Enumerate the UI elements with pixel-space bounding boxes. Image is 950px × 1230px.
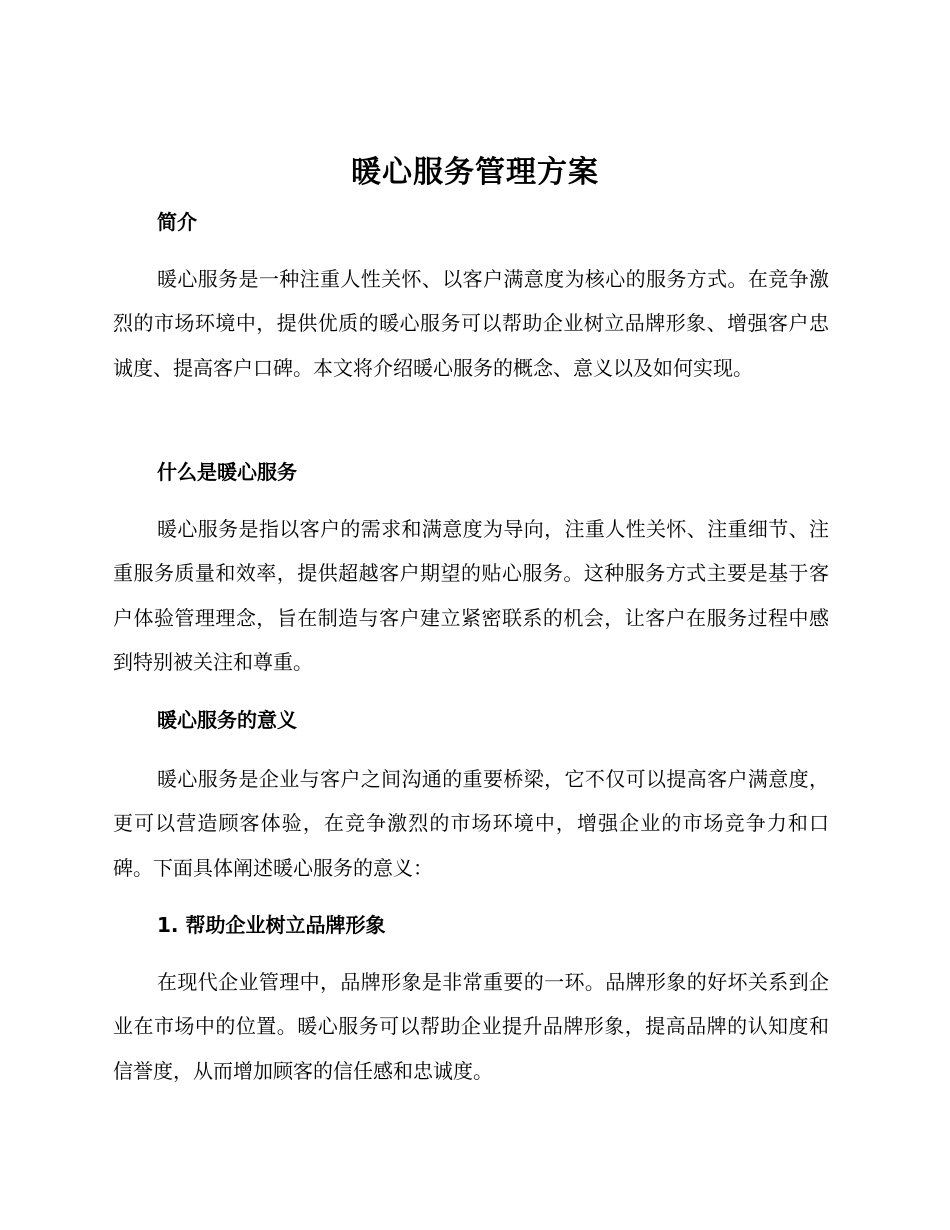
document-title: 暖心服务管理方案 xyxy=(351,155,599,190)
section-paragraph-intro: 暖心服务是一种注重人性关怀、以客户满意度为核心的服务方式。在竞争激烈的市场环境中，提供优质的暖心服务可以帮助企业树立品牌形象、增强客户忠诚度、提高客户口碑。本文将介绍暖心服务的概念、意义以及如何实现。 xyxy=(113,267,829,380)
section-heading-significance: 暖心服务的意义 xyxy=(157,708,297,732)
section-paragraph-brand-image: 在现代企业管理中，品牌形象是非常重要的一环。品牌形象的好坏关系到企业在市场中的位置。暖心服务可以帮助企业提升品牌形象，提高品牌的认知度和信誉度，从而增加顾客的信任感和忠诚度。 xyxy=(113,970,829,1083)
section-heading-what-is: 什么是暖心服务 xyxy=(157,460,297,484)
section-heading-intro: 简介 xyxy=(157,210,197,234)
section-paragraph-what-is: 暖心服务是指以客户的需求和满意度为导向，注重人性关怀、注重细节、注重服务质量和效率，提供超越客户期望的贴心服务。这种服务方式主要是基于客户体验管理理念，旨在制造与客户建立紧密联系的机会，让客户在服务过程中感到特别被关注和尊重。 xyxy=(113,517,829,674)
section-heading-brand-image: 1. 帮助企业树立品牌形象 xyxy=(157,913,386,937)
section-paragraph-significance: 暖心服务是企业与客户之间沟通的重要桥梁，它不仅可以提高客户满意度，更可以营造顾客体验，在竞争激烈的市场环境中，增强企业的市场竞争力和口碑。下面具体阐述暖心服务的意义： xyxy=(113,767,829,880)
